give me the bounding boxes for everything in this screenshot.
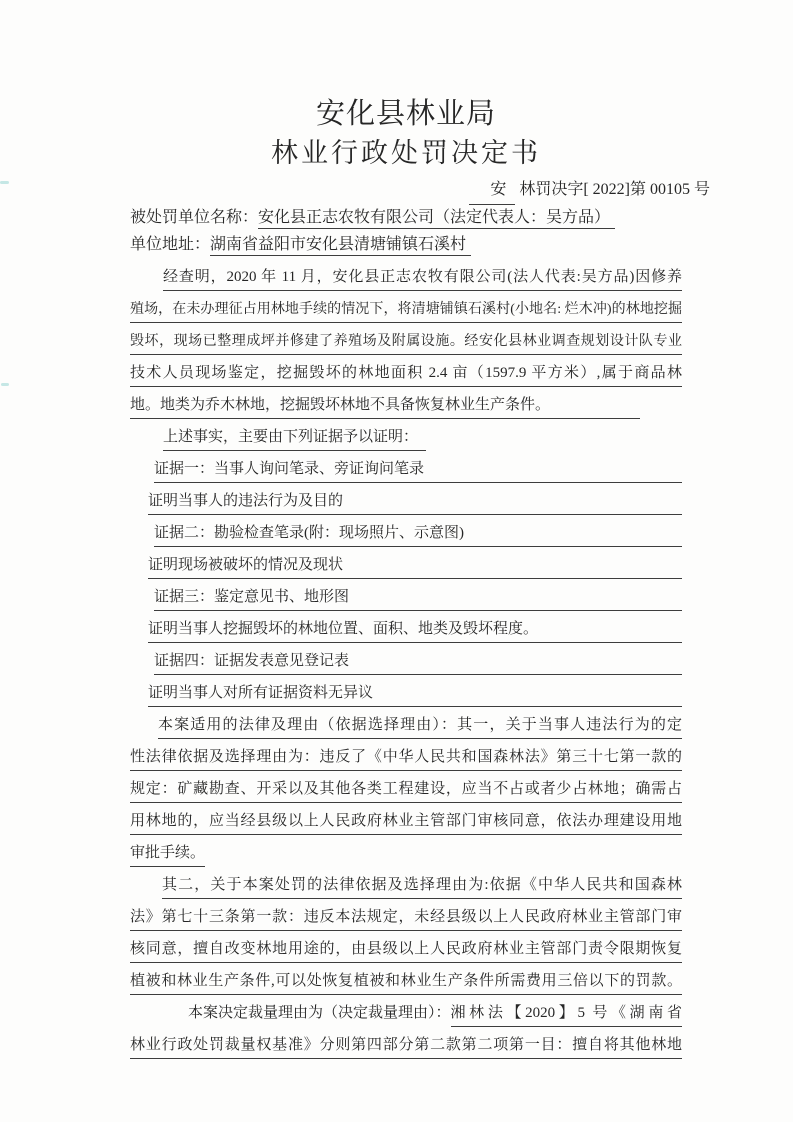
document-body bbox=[130, 259, 682, 1059]
line-indent bbox=[130, 259, 163, 291]
line-text: 证明现场被破坏的情况及现状 bbox=[148, 547, 343, 579]
body-line bbox=[130, 899, 682, 931]
penalized-entity-label: 被处罚单位名称： bbox=[130, 209, 259, 226]
document-number-line bbox=[130, 176, 710, 202]
body-line bbox=[130, 771, 682, 803]
underline-extension bbox=[550, 387, 640, 419]
penalized-entity-value: 安化县正志农牧有限公司（法定代表人：吴方品） bbox=[258, 202, 615, 229]
body-line bbox=[130, 995, 682, 1027]
body-line bbox=[130, 387, 682, 419]
underline-fill bbox=[424, 451, 682, 483]
body-line bbox=[130, 707, 682, 739]
line-text: 证据三：鉴定意见书、地形图 bbox=[154, 579, 349, 611]
line-indent bbox=[130, 643, 154, 675]
body-line bbox=[130, 579, 682, 611]
address-row bbox=[130, 229, 682, 256]
underline-fill bbox=[538, 611, 682, 643]
body-line bbox=[130, 483, 682, 515]
underline-fill bbox=[343, 483, 682, 515]
body-line bbox=[130, 931, 682, 963]
scan-artifact-speck bbox=[1, 383, 9, 386]
address-label: 单位地址： bbox=[130, 236, 211, 253]
line-text: 殖场，在未办理征占用林地手续的情况下，将清塘铺镇石溪村(小地名: 烂木冲)的林地挖掘 bbox=[130, 291, 682, 323]
body-line bbox=[130, 803, 682, 835]
line-indent bbox=[130, 579, 154, 611]
line-text: 法》第七十三条第一款：违反本法规定，未经县级以上人民政府林业主管部门审 bbox=[130, 899, 682, 931]
line-text: 毁坏，现场已整理成坪并修建了养殖场及附属设施。经安化县林业调查规划设计队专业 bbox=[130, 323, 682, 355]
line-text: 湘林法【2020】5 号《湖南省 bbox=[451, 995, 682, 1027]
line-text: 植被和林业生产条件,可以处恢复植被和林业生产条件所需费用三倍以下的罚款。 bbox=[130, 963, 682, 995]
line-text: 技术人员现场鉴定，挖掘毁坏的林地面积 2.4 亩（1597.9 平方米）,属于商品林 bbox=[130, 355, 682, 387]
body-line bbox=[130, 291, 682, 323]
line-text: 证明当事人的违法行为及目的 bbox=[148, 483, 343, 515]
line-text: 其二，关于本案处罚的法律依据及选择理由为:依据《中华人民共和国森林 bbox=[162, 867, 682, 899]
line-text: 上述事实，主要由下列证据予以证明： bbox=[163, 419, 418, 451]
body-line bbox=[130, 515, 682, 547]
issuer-title: 安化县林业局 bbox=[315, 98, 496, 130]
body-line bbox=[130, 419, 682, 451]
body-line bbox=[130, 259, 682, 291]
penalized-entity-row bbox=[130, 202, 682, 229]
line-text: 地。地类为乔木林地，挖掘毁坏林地不具备恢复林业生产条件。 bbox=[130, 387, 550, 419]
document-type-title: 林业行政处罚决定书 bbox=[271, 138, 541, 168]
line-indent bbox=[130, 867, 162, 899]
line-text: 证据一：当事人询问笔录、旁证询问笔录 bbox=[154, 451, 424, 483]
underline-fill bbox=[464, 515, 682, 547]
line-text: 证明当事人对所有证据资料无异议 bbox=[148, 675, 373, 707]
body-line bbox=[130, 355, 682, 387]
document-number: 林罚决字[ 2022]第 00105 号 bbox=[515, 181, 710, 198]
line-text: 性法律依据及选择理由为：违反了《中华人民共和国森林法》第三十七第一款的 bbox=[130, 739, 682, 771]
body-line bbox=[130, 963, 682, 995]
body-line bbox=[130, 835, 682, 867]
line-text: 证据四：证据发表意见登记表 bbox=[154, 643, 349, 675]
line-indent bbox=[130, 515, 154, 547]
line-text: 证据二：勘验检查笔录(附：现场照片、示意图) bbox=[154, 515, 464, 547]
line-text: 核同意，擅自改变林地用途的，由县级以上人民政府林业主管部门责令限期恢复 bbox=[130, 931, 682, 963]
underline-fill bbox=[349, 643, 682, 675]
body-line bbox=[130, 451, 682, 483]
underline-fill bbox=[349, 579, 682, 611]
line-text: 本案适用的法律及理由（依据选择理由）：其一，关于当事人违法行为的定 bbox=[158, 707, 682, 739]
body-line bbox=[130, 739, 682, 771]
line-indent bbox=[130, 675, 148, 707]
underline-fill bbox=[373, 675, 682, 707]
body-line bbox=[130, 323, 682, 355]
body-line bbox=[130, 643, 682, 675]
line-indent bbox=[130, 995, 188, 1027]
line-indent bbox=[130, 707, 158, 739]
line-text: 本案决定裁量理由为（决定裁量理由）： bbox=[188, 1005, 451, 1021]
line-indent bbox=[130, 419, 163, 451]
line-text: 证明当事人挖掘毁坏的林地位置、面积、地类及毁坏程度。 bbox=[148, 611, 538, 643]
line-text: 审批手续。 bbox=[130, 835, 205, 867]
body-line bbox=[130, 867, 682, 899]
line-indent bbox=[130, 451, 154, 483]
document-content bbox=[130, 0, 710, 1059]
body-line bbox=[130, 611, 682, 643]
line-text: 规定：矿藏勘查、开采以及其他各类工程建设，应当不占或者少占林地；确需占 bbox=[130, 771, 682, 803]
body-line bbox=[130, 547, 682, 579]
underline-fill bbox=[343, 547, 682, 579]
scan-artifact-speck bbox=[0, 181, 9, 184]
line-indent bbox=[130, 547, 148, 579]
body-line bbox=[130, 675, 682, 707]
line-text: 经查明，2020 年 11 月，安化县正志农牧有限公司(法人代表:吴方品)因修养 bbox=[163, 259, 682, 291]
line-indent bbox=[130, 483, 148, 515]
line-indent bbox=[130, 611, 148, 643]
underline-extension bbox=[418, 419, 426, 451]
line-text: 林业行政处罚裁量权基准》分则第四部分第二款第二项第一目：擅自将其他林地 bbox=[130, 1027, 682, 1059]
line-text: 用林地的，应当经县级以上人民政府林业主管部门审核同意，依法办理建设用地 bbox=[130, 803, 682, 835]
document-number-prefix: 安 bbox=[469, 176, 515, 205]
body-line bbox=[130, 1027, 682, 1059]
address-value: 湖南省益阳市安化县清塘铺镇石溪村 bbox=[210, 229, 471, 256]
